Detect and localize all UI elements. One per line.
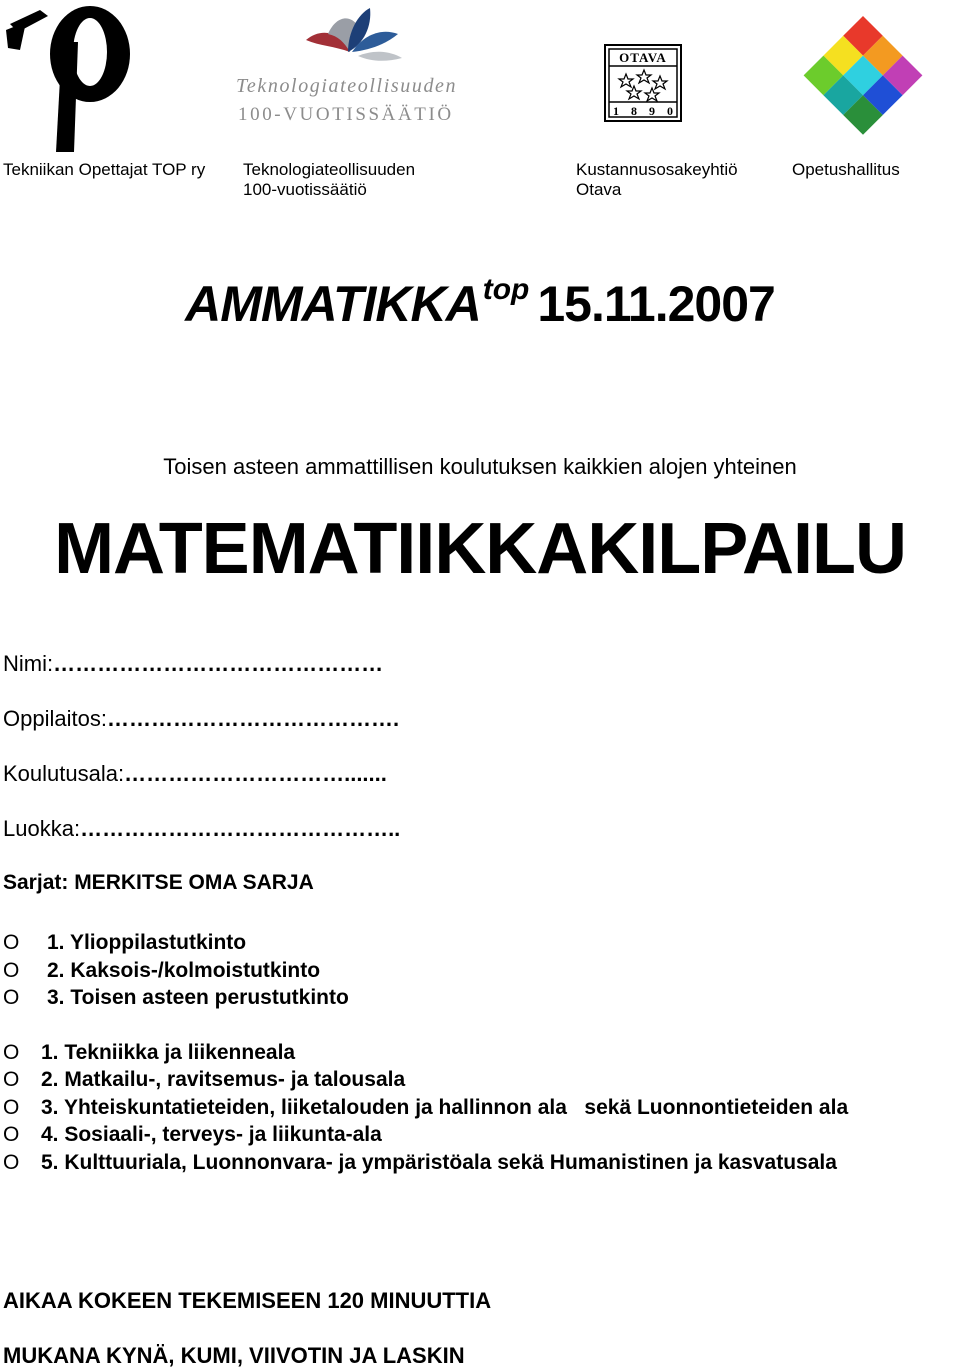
field-label: Oppilaitos: bbox=[3, 706, 107, 731]
field-dots: ……………………………………… bbox=[53, 651, 384, 676]
title-date: 15.11.2007 bbox=[537, 276, 775, 332]
option-text: 3. Yhteiskuntatieteiden, liiketalouden ja hallinnon ala sekä Luonnontieteiden ala bbox=[41, 1096, 849, 1119]
field-study-field[interactable] bbox=[3, 761, 387, 787]
option-bullet[interactable]: O bbox=[3, 986, 20, 1009]
logo-text-line2: 100-VUOTISSÄÄTIÖ bbox=[238, 104, 454, 125]
title-main: AMMATIKKA bbox=[185, 276, 481, 332]
option-bullet[interactable]: O bbox=[3, 1041, 20, 1064]
otava-logo-year-digit: 9 bbox=[649, 104, 655, 118]
option-text: 4. Sosiaali-, terveys- ja liikunta-ala bbox=[41, 1123, 382, 1146]
option-bullet[interactable]: O bbox=[3, 1123, 20, 1146]
series-label: Sarjat: MERKITSE OMA SARJA bbox=[3, 871, 314, 894]
teknologiateollisuus-logo bbox=[236, 6, 486, 126]
field-label: Nimi: bbox=[3, 651, 54, 676]
field-option[interactable] bbox=[3, 1041, 295, 1065]
option-text: 1. Tekniikka ja liikenneala bbox=[41, 1041, 296, 1064]
top-logo bbox=[4, 2, 132, 152]
sponsor-name-line: Kustannusosakeyhtiö bbox=[576, 160, 738, 179]
option-bullet[interactable]: O bbox=[3, 931, 20, 954]
field-school[interactable] bbox=[3, 706, 399, 732]
time-limit: AIKAA KOKEEN TEKEMISEEN 120 MINUUTTIA bbox=[3, 1288, 492, 1313]
field-dots: …………………………………….. bbox=[80, 816, 401, 841]
option-text: 2. Kaksois-/kolmoistutkinto bbox=[47, 959, 321, 982]
competition-title bbox=[0, 275, 960, 333]
series-option[interactable] bbox=[3, 959, 320, 983]
option-text: 5. Kulttuuriala, Luonnonvara- ja ympäristöala sekä Humanistinen ja kasvatusala bbox=[41, 1151, 837, 1174]
series-option[interactable] bbox=[3, 986, 349, 1010]
page-heading: MATEMATIIKKAKILPAILU bbox=[54, 509, 906, 589]
allowed-tools: MUKANA KYNÄ, KUMI, VIIVOTIN JA LASKIN bbox=[3, 1343, 465, 1368]
sponsor-name-opetushallitus: Opetushallitus bbox=[792, 160, 900, 179]
otava-logo-year bbox=[613, 104, 673, 119]
series-option[interactable] bbox=[3, 931, 246, 955]
field-option[interactable] bbox=[3, 1151, 837, 1175]
otava-logo-year-digit: 0 bbox=[667, 104, 673, 118]
otava-logo-title: OTAVA bbox=[619, 50, 667, 65]
option-text: 3. Toisen asteen perustutkinto bbox=[47, 986, 349, 1009]
option-text: 2. Matkailu-, ravitsemus- ja talousala bbox=[41, 1068, 406, 1091]
otava-logo-year-digit: 8 bbox=[631, 104, 637, 118]
option-bullet[interactable]: O bbox=[3, 959, 20, 982]
title-superscript: top bbox=[482, 273, 530, 306]
field-option[interactable] bbox=[3, 1068, 405, 1092]
field-class[interactable] bbox=[3, 816, 400, 842]
otava-logo-year-digit: 1 bbox=[613, 104, 619, 118]
field-option[interactable] bbox=[3, 1096, 848, 1120]
field-option[interactable] bbox=[3, 1123, 382, 1147]
sponsor-name-otava bbox=[576, 160, 738, 200]
sponsor-name-top: Tekniikan Opettajat TOP ry bbox=[3, 160, 206, 179]
logo-text-line1: Teknologiateollisuuden bbox=[236, 75, 458, 97]
field-label: Luokka: bbox=[3, 816, 81, 841]
sponsor-name-line: Teknologiateollisuuden bbox=[243, 160, 416, 179]
option-text: 1. Ylioppilastutkinto bbox=[47, 931, 247, 954]
sponsor-name-line: 100-vuotissäätiö bbox=[243, 180, 367, 199]
field-dots: …………………………………. bbox=[106, 706, 400, 731]
sponsor-name-teknologiateollisuus bbox=[243, 160, 415, 200]
option-bullet[interactable]: O bbox=[3, 1068, 20, 1091]
field-label: Koulutusala: bbox=[3, 761, 125, 786]
option-bullet[interactable]: O bbox=[3, 1151, 20, 1174]
field-name[interactable] bbox=[3, 651, 383, 677]
option-bullet[interactable]: O bbox=[3, 1096, 20, 1119]
field-dots: …………………………....... bbox=[124, 761, 387, 786]
subtitle: Toisen asteen ammattillisen koulutuksen kaikkien alojen yhteinen bbox=[163, 454, 797, 479]
otava-logo bbox=[604, 44, 682, 122]
opetushallitus-logo bbox=[802, 15, 924, 137]
sponsor-name-line: Otava bbox=[576, 180, 622, 199]
